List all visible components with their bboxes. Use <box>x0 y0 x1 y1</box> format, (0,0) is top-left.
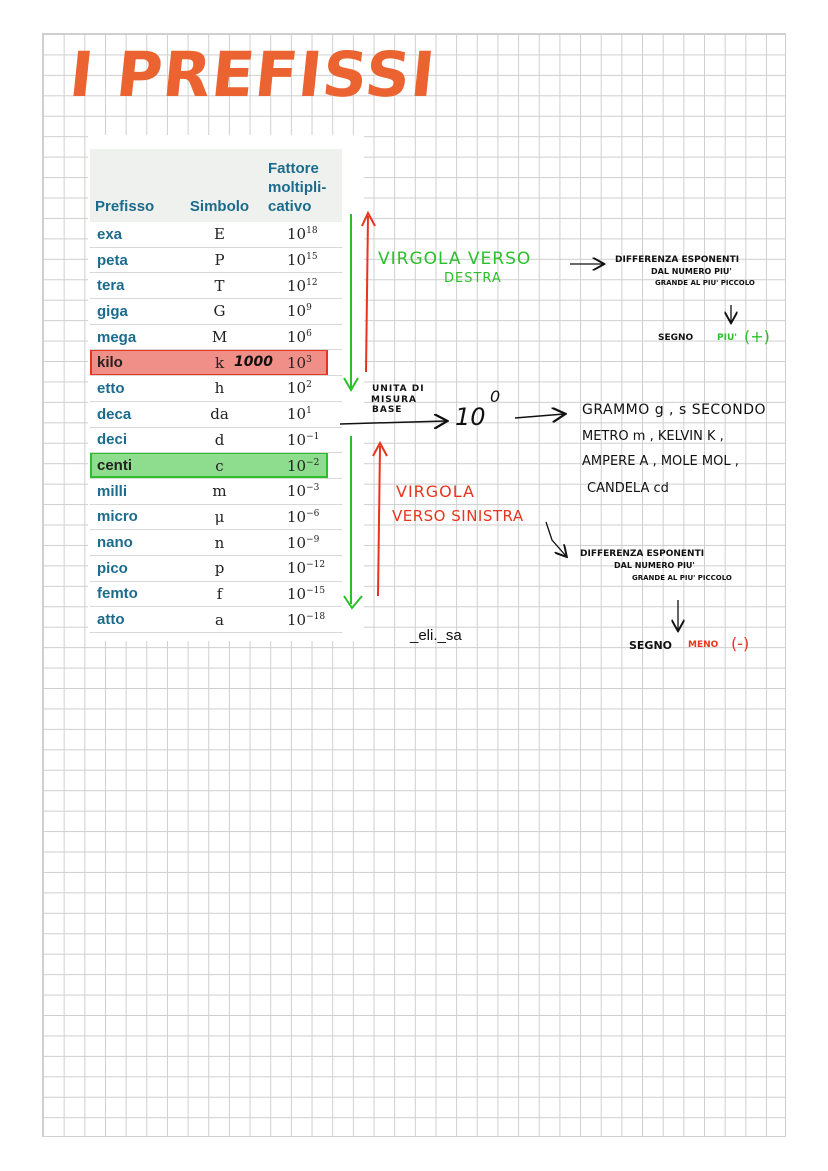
prefix-name: pico <box>90 555 177 581</box>
factor-base: 10 <box>287 584 307 603</box>
units-arrow <box>515 414 564 418</box>
factor-exponent: 9 <box>306 303 312 314</box>
factor-exponent: 12 <box>306 277 318 288</box>
factor-exponent: −15 <box>306 585 326 596</box>
prefix-symbol: p <box>177 555 262 581</box>
green-down-arrowhead-lower <box>344 596 362 608</box>
unita-line1: UNITA DI <box>372 384 425 394</box>
signature: _eli._sa <box>410 627 462 644</box>
factor-exponent: −2 <box>306 457 320 468</box>
prefix-name: tera <box>90 273 177 299</box>
factor-exponent: 6 <box>306 329 312 340</box>
units-line3: AMPERE A , MOLE MOL , <box>582 454 739 469</box>
prefix-symbol: da <box>177 401 262 427</box>
prefix-symbol: G <box>177 299 262 325</box>
diff-bottom-line1: DIFFERENZA ESPONENTI <box>580 549 705 559</box>
prefix-name: femto <box>90 581 177 607</box>
ten-exp: 0 <box>490 387 501 406</box>
prefix-name: giga <box>90 299 177 325</box>
segno-meno-sign: (-) <box>731 634 750 653</box>
prefix-name: atto <box>90 607 177 633</box>
diff-bottom-line3: GRANDE AL PIU' PICCOLO <box>632 574 732 582</box>
factor-base: 10 <box>287 533 307 552</box>
diff-top-line3: GRANDE AL PIU' PICCOLO <box>655 279 755 287</box>
factor-base: 10 <box>287 302 307 321</box>
factor-exponent: −3 <box>306 483 320 494</box>
prefix-name: peta <box>90 247 177 273</box>
virgola-destra-line2: DESTRA <box>444 271 502 286</box>
prefix-symbol: h <box>177 376 262 402</box>
prefix-symbol: a <box>177 607 262 633</box>
factor-base: 10 <box>287 456 307 475</box>
virgola-sinistra-line2: VERSO SINISTRA <box>392 507 524 525</box>
factor-base: 10 <box>287 276 307 295</box>
factor-base: 10 <box>287 225 307 244</box>
prefix-symbol: P <box>177 247 262 273</box>
prefix-name: etto <box>90 376 177 402</box>
diff-top-line2: DAL NUMERO PIU' <box>651 267 732 276</box>
page-title: I PREFISSI <box>66 38 440 111</box>
prefix-name: micro <box>90 504 177 530</box>
unita-line2: MISURA <box>371 395 417 405</box>
unita-line3: BASE <box>372 405 403 415</box>
segno-piu-label: SEGNO <box>658 333 694 343</box>
factor-exponent: −12 <box>306 560 326 571</box>
prefix-symbol: m <box>177 478 262 504</box>
factor-exponent: 3 <box>306 354 312 365</box>
factor-exponent: −18 <box>306 611 326 622</box>
factor-base: 10 <box>287 405 307 424</box>
factor-base: 10 <box>287 251 307 270</box>
header-fattore-text: Fattore moltipli-cativo <box>268 160 327 215</box>
factor-exponent: 2 <box>306 380 312 391</box>
prefix-name: deci <box>90 427 177 453</box>
prefix-name: mega <box>90 324 177 350</box>
factor-base: 10 <box>287 482 307 501</box>
diff-bottom-line2: DAL NUMERO PIU' <box>614 561 695 570</box>
factor-base: 10 <box>287 610 307 629</box>
factor-exponent: −1 <box>306 431 320 442</box>
factor-exponent: 15 <box>306 252 318 263</box>
virgola-destra-line1: VIRGOLA VERSO <box>378 249 532 269</box>
prefix-symbol: f <box>177 581 262 607</box>
factor-base: 10 <box>287 328 307 347</box>
sinistra-arrow <box>546 522 566 556</box>
base-arrow <box>340 421 446 424</box>
units-line1: GRAMMO g , s SECONDO <box>582 402 766 418</box>
segno-meno-label: SEGNO <box>629 639 673 652</box>
prefix-name: centi <box>90 453 177 479</box>
prefix-name: exa <box>90 222 177 247</box>
segno-piu-word: PIU' <box>717 333 738 343</box>
prefix-symbol: T <box>177 273 262 299</box>
header-prefisso: Prefisso <box>90 149 177 222</box>
prefix-symbol: M <box>177 324 262 350</box>
units-line2: METRO m , KELVIN K , <box>582 429 724 444</box>
header-simbolo: Simbolo <box>177 149 262 222</box>
ten-base: 10 <box>455 403 486 431</box>
prefix-name: deca <box>90 401 177 427</box>
factor-base: 10 <box>287 379 307 398</box>
factor-exponent: −6 <box>306 508 320 519</box>
diff-top-line1: DIFFERENZA ESPONENTI <box>615 255 740 265</box>
prefix-name: milli <box>90 478 177 504</box>
factor-base: 10 <box>287 430 307 449</box>
prefix-name: kilo <box>90 350 177 376</box>
units-line4: CANDELA cd <box>587 481 669 496</box>
prefix-symbol: E <box>177 222 262 247</box>
factor-base: 10 <box>287 559 307 578</box>
prefix-symbol: n <box>177 530 262 556</box>
prefix-symbol: μ <box>177 504 262 530</box>
kilo-note: 1000 <box>234 354 273 370</box>
red-up-arrow <box>366 216 368 372</box>
segno-piu-sign: (+) <box>744 327 770 346</box>
factor-base: 10 <box>287 507 307 526</box>
factor-exponent: −9 <box>306 534 320 545</box>
prefix-symbol: c <box>177 453 262 479</box>
prefix-symbol: d <box>177 427 262 453</box>
virgola-sinistra-line1: VIRGOLA <box>396 482 475 501</box>
prefix-symbol: k <box>177 350 262 376</box>
prefix-name: nano <box>90 530 177 556</box>
factor-base: 10 <box>287 353 307 372</box>
segno-meno-word: MENO <box>688 640 719 650</box>
factor-exponent: 18 <box>306 226 318 237</box>
red-up-arrow-lower <box>378 446 380 596</box>
factor-exponent: 1 <box>306 406 312 417</box>
